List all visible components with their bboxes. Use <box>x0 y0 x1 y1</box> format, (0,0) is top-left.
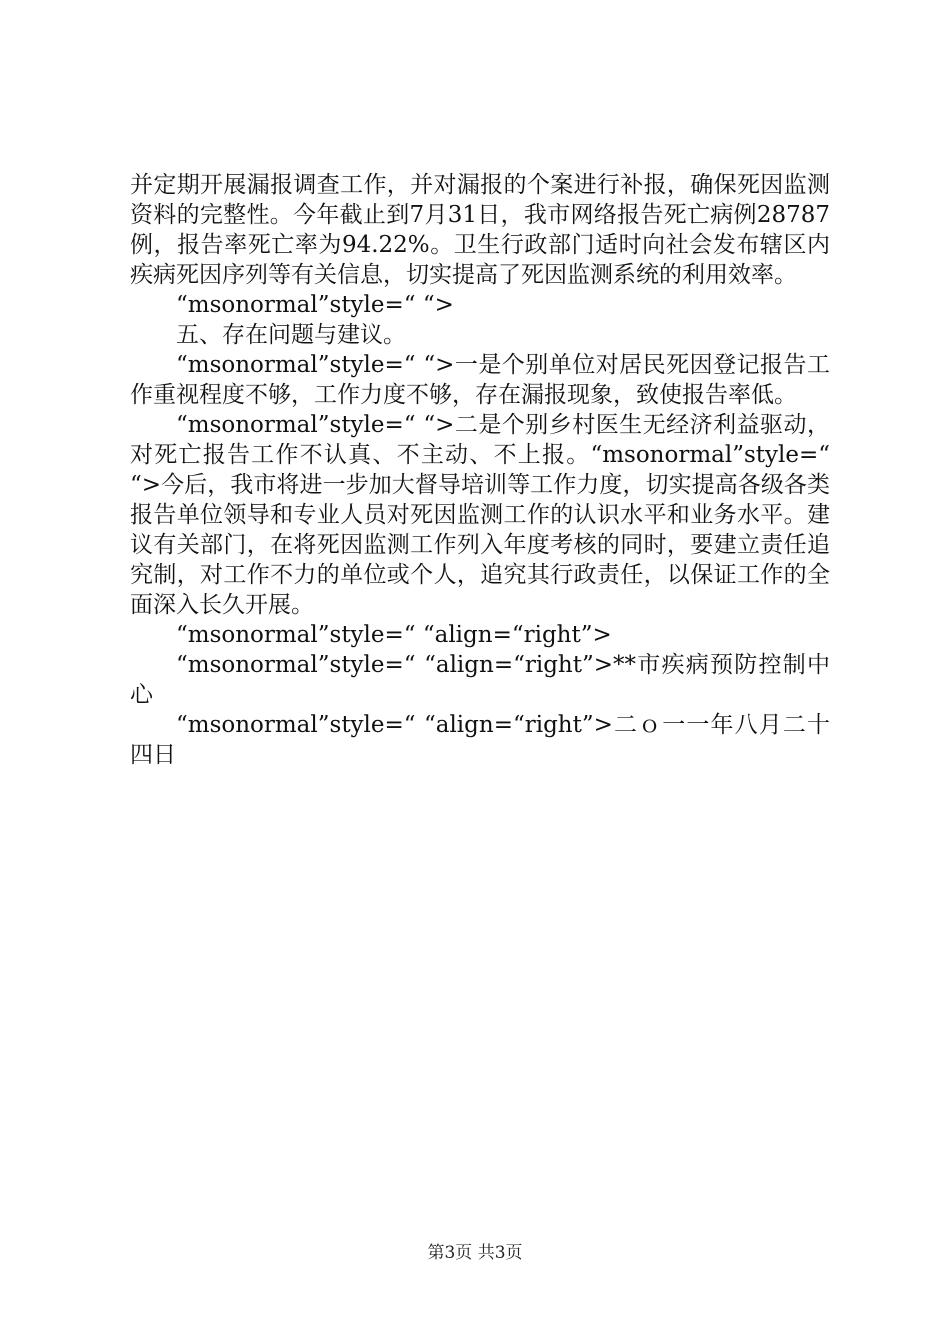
paragraph-problem-two: “msonormal”style=“ “>二是个别乡村医生无经济利益驱动，对死亡报告工作不认真、不主动、不上报。“msonormal”style=“ “>今后，我市将进一步加大督导培训等工作力度，切实提高各级各类报告单位领导和专业人员对死因监测工作的认识水平和业务水平。建议有关部门，在将死因监测工作列入年度考核的同时，要建立责任追究制，对工作不力的单位或个人，追究其行政责任，以保证工作的全面深入长久开展。 <box>130 412 830 618</box>
document-body <box>130 170 830 770</box>
section-heading-problems-suggestions: 五、存在问题与建议。 <box>176 322 406 348</box>
signature-organization: “msonormal”style=“ “align=“right”>**市疾病预防控制中心 <box>130 652 830 708</box>
signature-date: “msonormal”style=“ “align=“right”>二ｏ一一年八月二十四日 <box>130 712 830 768</box>
page-number-footer: 第3页 共3页 <box>427 1243 523 1263</box>
paragraph-problem-one: “msonormal”style=“ “>一是个别单位对居民死因登记报告工作重视程度不够，工作力度不够，存在漏报现象，致使报告率低。 <box>130 352 830 408</box>
paragraph-style-fragment-1: “msonormal”style=“ “> <box>176 292 454 318</box>
paragraph-death-surveillance: 并定期开展漏报调查工作，并对漏报的个案进行补报，确保死因监测资料的完整性。今年截止到7月31日，我市网络报告死亡病例28787例，报告率死亡率为94.22%。卫生行政部门适时向社会发布辖区内疾病死因序列等有关信息，切实提高了死因监测系统的利用效率。 <box>130 172 830 288</box>
paragraph-style-fragment-2: “msonormal”style=“ “align=“right”> <box>176 622 612 648</box>
